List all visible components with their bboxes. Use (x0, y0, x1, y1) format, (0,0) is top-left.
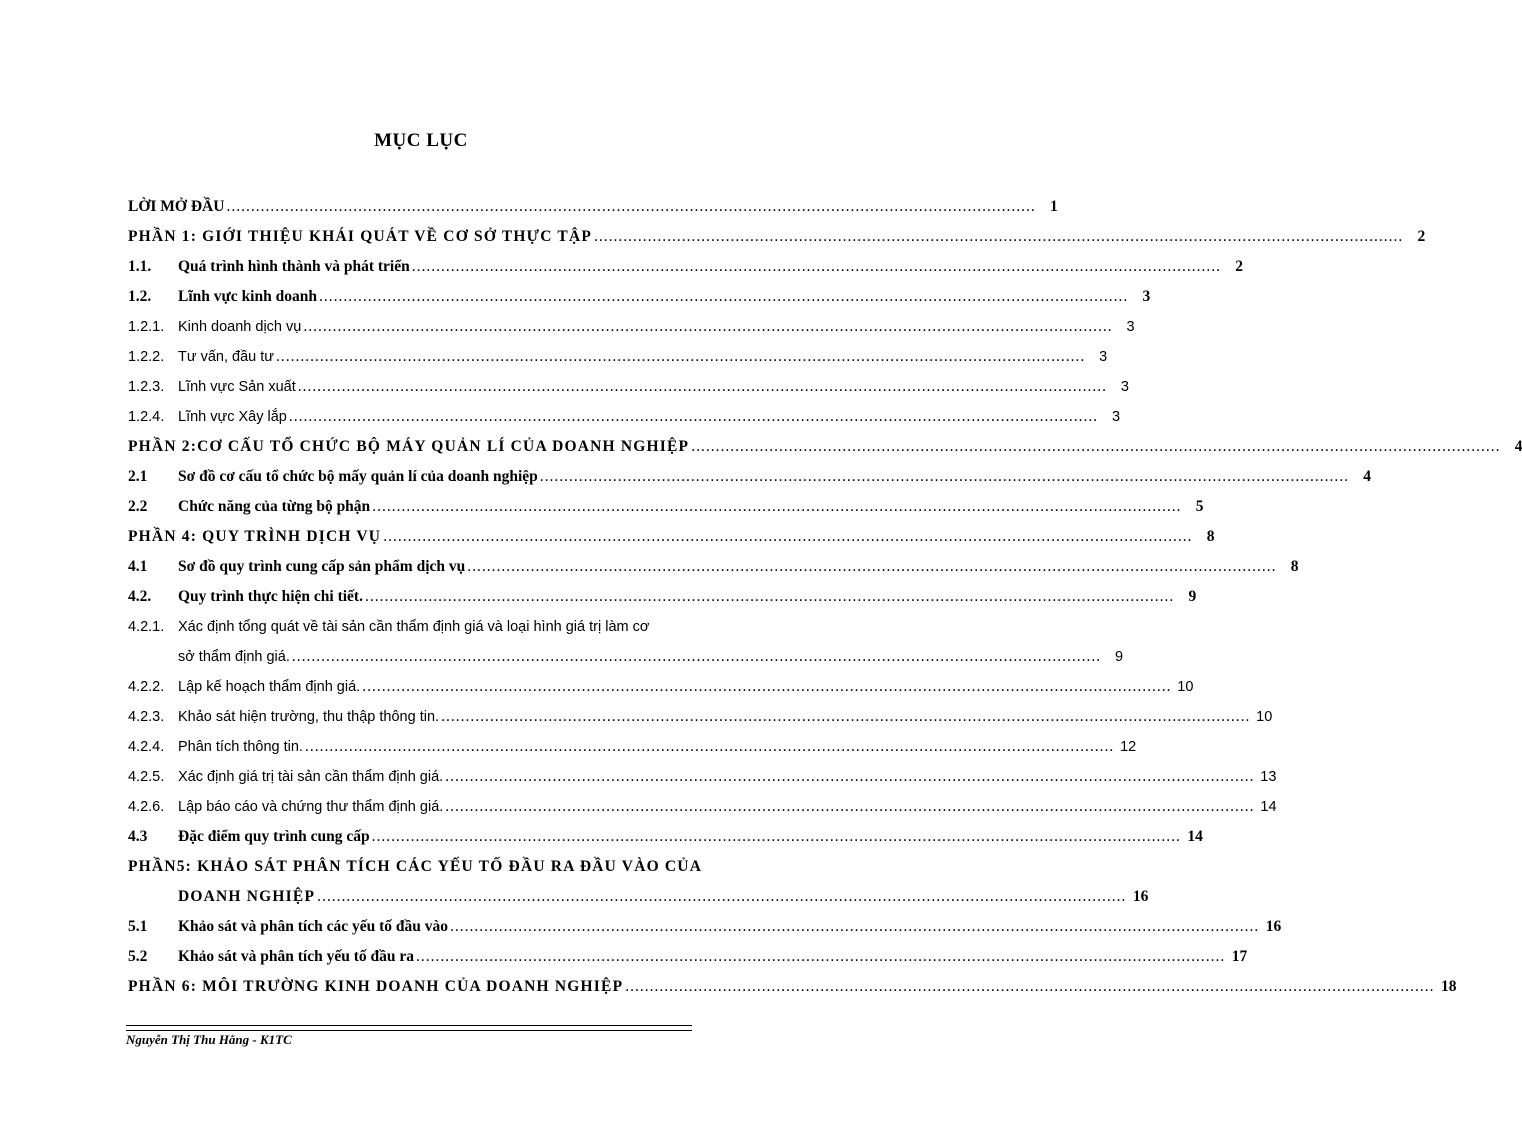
toc-entry-page: 2 (1235, 258, 1243, 275)
toc-entry-page: 3 (1142, 288, 1151, 305)
toc-leader-dots (540, 462, 1349, 492)
toc-entry (128, 252, 1243, 282)
toc-entry (128, 612, 733, 642)
toc-entry-page: 8 (1206, 528, 1215, 545)
toc-leader-dots (372, 822, 1181, 852)
toc-entry-title: Lĩnh vực Sản xuất (178, 379, 296, 395)
toc-entry-title: Quy trình thực hiện chi tiết. (178, 588, 363, 605)
toc-leader-dots (383, 522, 1192, 552)
toc-entry (128, 522, 1215, 552)
toc-entry (128, 342, 1108, 372)
toc-entry (128, 222, 1426, 252)
toc-entry (128, 702, 1273, 732)
toc-entry-number: 4.2.6. (128, 799, 165, 815)
toc-entry (128, 852, 733, 882)
toc-entry-page: 12 (1120, 739, 1137, 755)
toc-entry-title: Tư vấn, đầu tư (178, 349, 274, 365)
toc-leader-dots (365, 582, 1174, 612)
toc-entry-title: Sơ đồ quy trình cung cấp sản phẩm dịch vụ (178, 558, 466, 575)
toc-entry-number: 1.2.1. (128, 319, 165, 335)
toc-entry-page: 3 (1126, 319, 1135, 335)
toc-entry-title: Xác định tổng quát về tài sản cần thẩm định giá và loại hình giá trị làm cơ (178, 619, 650, 635)
toc-entry-title: PHẦN5: KHẢO SÁT PHÂN TÍCH CÁC YẾU TỐ ĐẦU RA ĐẦU VÀO CỦA (128, 858, 703, 875)
toc-entry-number: 4.2.5. (128, 769, 165, 785)
toc-entry-number: 1.2. (128, 288, 152, 305)
toc-leader-dots (317, 882, 1126, 912)
toc-entry-title: Lĩnh vực kinh doanh (178, 288, 317, 305)
toc-entry-title: Phân tích thông tin. (178, 739, 303, 755)
toc-entry-page: 4 (1363, 468, 1372, 485)
toc-leader-dots (276, 342, 1085, 372)
toc-entry-title: Lập báo cáo và chứng thư thẩm định giá. (178, 799, 444, 815)
toc-entry-title: Khảo sát và phân tích các yếu tố đầu vào (178, 918, 448, 935)
toc-entry-number: 4.2. (128, 588, 152, 605)
toc-entry-page: 14 (1187, 828, 1203, 845)
toc-entry-continuation (128, 642, 1124, 672)
toc-entry-number: 4.2.3. (128, 709, 165, 725)
toc-entry-title: PHẦN 2:CƠ CẤU TỔ CHỨC BỘ MÁY QUẢN LÍ CỦA DOANH NGHIỆP (128, 438, 690, 455)
toc-entry-title: Kinh doanh dịch vụ (178, 319, 302, 335)
toc-entry (128, 822, 1203, 852)
toc-entry-number: 5.1 (128, 918, 148, 935)
footer-author: Nguyễn Thị Thu Hằng - K1TC (126, 1032, 292, 1047)
toc-leader-dots (412, 252, 1221, 282)
toc-entry-title-cont: DOANH NGHIỆP (178, 888, 316, 905)
toc-leader-dots (362, 672, 1171, 702)
toc-entry-page: 16 (1265, 918, 1282, 935)
toc-entry-page: 16 (1132, 888, 1149, 905)
toc-entry-number: 4.2.1. (128, 619, 165, 635)
toc-leader-dots (298, 372, 1107, 402)
toc-entry (128, 462, 1372, 492)
toc-entry-title-cont: sở thẩm định giá. (178, 649, 290, 665)
toc-leader-dots (226, 192, 1035, 222)
toc-entry-title: Lĩnh vực Xây lắp (178, 409, 287, 425)
toc-entry-page: 9 (1188, 588, 1197, 605)
toc-entry-number: 2.2 (128, 498, 148, 515)
toc-leader-dots (450, 912, 1259, 942)
toc-entry (128, 552, 1299, 582)
toc-leader-dots (594, 222, 1403, 252)
toc-leader-dots (467, 552, 1276, 582)
toc-entry (128, 732, 1137, 762)
toc-entry-number: 1.2.3. (128, 379, 165, 395)
toc-entry-title: PHẦN 1: GIỚI THIỆU KHÁI QUÁT VỀ CƠ SỞ THỰC TẬP (128, 228, 593, 245)
toc-entry (128, 432, 1522, 462)
toc-entry (128, 672, 1194, 702)
table-of-contents (128, 192, 1522, 1002)
toc-entry-page: 4 (1514, 438, 1522, 455)
toc-leader-dots (303, 312, 1112, 342)
toc-leader-dots (625, 972, 1434, 1002)
toc-entry-title: PHẦN 4: QUY TRÌNH DỊCH VỤ (128, 528, 382, 545)
toc-entry (128, 942, 1248, 972)
toc-leader-dots (441, 702, 1250, 732)
toc-entry (128, 192, 1058, 222)
toc-leader-dots (305, 732, 1114, 762)
toc-entry (128, 372, 1129, 402)
toc-entry-title: Chức năng của từng bộ phận (178, 498, 371, 515)
toc-leader-dots (445, 792, 1254, 822)
toc-entry (128, 792, 1277, 822)
toc-entry (128, 282, 1151, 312)
toc-leader-dots (319, 282, 1128, 312)
toc-entry-page: 5 (1195, 498, 1204, 515)
toc-entry-page: 17 (1231, 948, 1248, 965)
toc-entry-title: LỜI MỞ ĐẦU (128, 198, 225, 215)
toc-entry-number: 4.2.2. (128, 679, 165, 695)
toc-leader-dots (691, 432, 1500, 462)
toc-entry-title: Khảo sát và phân tích yếu tố đầu ra (178, 948, 414, 965)
toc-entry (128, 312, 1135, 342)
toc-entry-number: 1.2.2. (128, 349, 165, 365)
toc-entry-number: 2.1 (128, 468, 148, 485)
page-title: MỤC LỤC (374, 130, 468, 151)
toc-entry-number: 1.1. (128, 258, 152, 275)
toc-entry-page: 1 (1049, 198, 1058, 215)
toc-entry-number: 5.2 (128, 948, 148, 965)
toc-entry-title: Đặc điểm quy trình cung cấp (178, 828, 370, 845)
toc-entry-page: 3 (1120, 379, 1129, 395)
toc-leader-dots (416, 942, 1225, 972)
toc-entry-page: 3 (1099, 349, 1108, 365)
toc-entry-number: 4.1 (128, 558, 148, 575)
toc-entry-page: 13 (1260, 769, 1277, 785)
toc-leader-dots (372, 492, 1181, 522)
toc-entry (128, 972, 1457, 1002)
toc-entry-number: 4.2.4. (128, 739, 165, 755)
toc-entry-page: 10 (1177, 679, 1194, 695)
toc-entry-page: 2 (1417, 228, 1426, 245)
toc-entry-title: Xác định giá trị tài sản cần thẩm định giá. (178, 769, 444, 785)
toc-entry-number: 1.2.4. (128, 409, 165, 425)
toc-entry (128, 402, 1121, 432)
toc-entry-page: 10 (1256, 709, 1273, 725)
toc-entry-title: Sơ đồ cơ cấu tổ chức bộ mấy quản lí của doanh nghiệp (178, 468, 538, 485)
toc-entry-number: 4.3 (128, 828, 148, 845)
toc-leader-dots (445, 762, 1254, 792)
toc-leader-dots (289, 402, 1098, 432)
toc-entry-page: 14 (1260, 799, 1277, 815)
toc-entry (128, 582, 1197, 612)
toc-entry-title: Khảo sát hiện trường, thu thập thông tin. (178, 709, 440, 725)
toc-entry-title: Lập kế hoạch thẩm định giá. (178, 679, 361, 695)
toc-entry-title: Quá trình hình thành và phát triển (178, 258, 410, 275)
toc-entry-page: 9 (1115, 649, 1124, 665)
footer-rule (126, 1025, 692, 1031)
toc-entry (128, 912, 1282, 942)
toc-entry-page: 18 (1440, 978, 1457, 995)
toc-entry-title: PHẦN 6: MÔI TRƯỜNG KINH DOANH CỦA DOANH NGHIỆP (128, 978, 624, 995)
toc-entry-page: 8 (1290, 558, 1299, 575)
toc-leader-dots (292, 642, 1101, 672)
toc-entry (128, 762, 1277, 792)
toc-entry-continuation (128, 882, 1149, 912)
toc-entry (128, 492, 1204, 522)
toc-entry-page: 3 (1112, 409, 1121, 425)
